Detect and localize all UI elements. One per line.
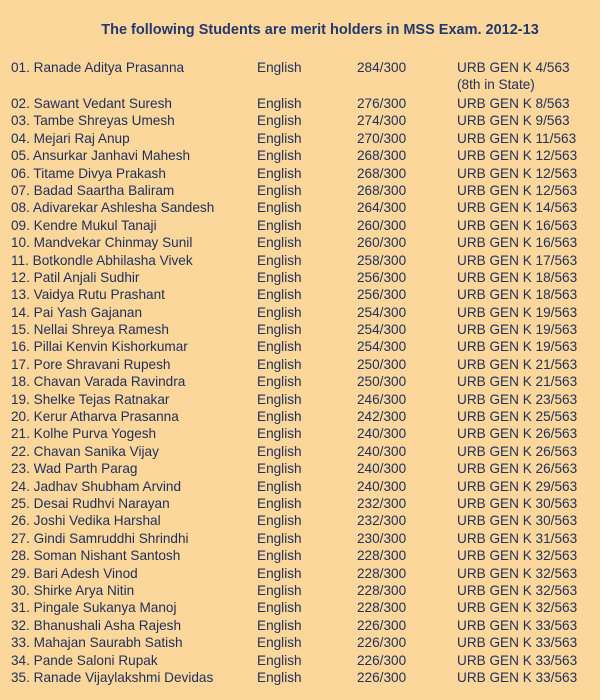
page-title: The following Students are merit holders in MSS Exam. 2012-13 [101, 22, 539, 38]
student-rank: URB GEN K 26/563 [457, 426, 578, 442]
student-medium: English [257, 217, 302, 233]
student-medium: English [257, 200, 302, 216]
student-medium: English [257, 165, 302, 181]
student-row [0, 443, 600, 460]
student-name: 25. Desai Rudhvi Narayan [11, 495, 170, 511]
student-name: 24. Jadhav Shubham Arvind [11, 478, 182, 494]
student-name: 01. Ranade Aditya Prasanna [11, 60, 185, 75]
student-medium: English [257, 478, 302, 494]
student-score: 270/300 [357, 130, 407, 146]
student-rank: URB GEN K 25/563 [457, 409, 578, 425]
student-medium: English [257, 182, 302, 198]
student-rank: URB GEN K 33/563 [457, 617, 578, 633]
student-rank: URB GEN K 30/563 [457, 513, 578, 529]
student-medium: English [257, 669, 302, 685]
student-rank: URB GEN K 33/563 [457, 669, 578, 685]
student-medium: English [257, 461, 302, 477]
student-rank: URB GEN K 18/563 [457, 269, 578, 285]
student-score: 228/300 [357, 565, 407, 581]
student-row [0, 252, 600, 269]
student-name: 31. Pingale Sukanya Manoj [11, 600, 177, 616]
student-row [0, 286, 600, 303]
student-medium: English [257, 652, 302, 668]
student-medium: English [257, 339, 302, 355]
student-name: 17. Pore Shravani Rupesh [11, 356, 171, 372]
student-score: 226/300 [357, 669, 407, 685]
student-score: 254/300 [357, 322, 407, 338]
student-score: 264/300 [357, 200, 407, 216]
student-rank: URB GEN K 23/563 [457, 391, 578, 407]
student-rank: URB GEN K 21/563 [457, 374, 578, 390]
student-name: 33. Mahajan Saurabh Satish [11, 635, 183, 651]
student-rank: URB GEN K 33/563 [457, 635, 578, 651]
student-medium: English [257, 287, 302, 303]
student-row [0, 356, 600, 373]
student-row [0, 512, 600, 529]
student-medium: English [257, 495, 302, 511]
student-name: 16. Pillai Kenvin Kishorkumar [11, 339, 188, 355]
student-medium: English [257, 374, 302, 390]
student-score: 274/300 [357, 113, 407, 129]
student-name: 04. Mejari Raj Anup [11, 130, 130, 146]
student-score: 254/300 [357, 304, 407, 320]
student-row [0, 182, 600, 199]
student-rank: URB GEN K 32/563 [457, 582, 578, 598]
student-medium: English [257, 113, 302, 129]
student-medium: English [257, 635, 302, 651]
student-row [0, 617, 600, 634]
student-row [0, 530, 600, 547]
student-rank: URB GEN K 32/563 [457, 600, 578, 616]
student-score: 228/300 [357, 600, 407, 616]
student-name: 26. Joshi Vedika Harshal [11, 513, 161, 529]
student-name: 27. Gindi Samruddhi Shrindhi [11, 530, 189, 546]
student-name: 06. Titame Divya Prakash [11, 165, 166, 181]
student-row [0, 652, 600, 669]
student-score: 226/300 [357, 617, 407, 633]
student-medium: English [257, 513, 302, 529]
student-name: 35. Ranade Vijaylakshmi Devidas [11, 669, 214, 685]
student-medium: English [257, 426, 302, 442]
student-row [0, 165, 600, 182]
student-score: 246/300 [357, 391, 407, 407]
student-score: 250/300 [357, 356, 407, 372]
student-name: 21. Kolhe Purva Yogesh [11, 426, 157, 442]
student-rank: URB GEN K 32/563 [457, 548, 578, 564]
student-rank: URB GEN K 19/563 [457, 322, 578, 338]
student-medium: English [257, 96, 302, 111]
student-rank: URB GEN K 26/563 [457, 443, 578, 459]
student-score: 240/300 [357, 426, 407, 442]
student-medium: English [257, 548, 302, 564]
student-row [0, 460, 600, 477]
student-name: 15. Nellai Shreya Ramesh [11, 322, 169, 338]
student-name: 32. Bhanushali Asha Rajesh [11, 617, 182, 633]
student-name: 29. Bari Adesh Vinod [11, 565, 138, 581]
student-rank: URB GEN K 19/563 [457, 304, 578, 320]
student-score: 268/300 [357, 182, 407, 198]
student-rank: URB GEN K 18/563 [457, 287, 578, 303]
student-name: 14. Pai Yash Gajanan [11, 304, 142, 320]
state-rank-note: (8th in State) [457, 77, 535, 92]
student-rank: URB GEN K 26/563 [457, 461, 578, 477]
student-score: 242/300 [357, 409, 407, 425]
student-row [0, 495, 600, 512]
student-medium: English [257, 443, 302, 459]
student-name: 10. Mandvekar Chinmay Sunil [11, 235, 193, 251]
student-rank: URB GEN K 33/563 [457, 652, 578, 668]
student-medium: English [257, 356, 302, 372]
student-medium: English [257, 252, 302, 268]
student-rank: URB GEN K 29/563 [457, 478, 578, 494]
student-row [0, 130, 600, 147]
student-row [0, 269, 600, 286]
student-score: 284/300 [357, 60, 407, 75]
student-row [0, 112, 600, 129]
student-medium: English [257, 235, 302, 251]
student-score: 268/300 [357, 148, 407, 164]
student-medium: English [257, 582, 302, 598]
student-row [0, 582, 600, 599]
student-rank: URB GEN K 30/563 [457, 495, 578, 511]
student-medium: English [257, 269, 302, 285]
student-rank: URB GEN K 11/563 [457, 130, 577, 146]
student-name: 23. Wad Parth Parag [11, 461, 138, 477]
student-rank: URB GEN K 12/563 [457, 148, 578, 164]
student-score: 240/300 [357, 461, 407, 477]
student-name: 09. Kendre Mukul Tanaji [11, 217, 157, 233]
student-medium: English [257, 565, 302, 581]
student-medium: English [257, 600, 302, 616]
student-rank: URB GEN K 31/563 [457, 530, 578, 546]
student-medium: English [257, 391, 302, 407]
student-name: 22. Chavan Sanika Vijay [11, 443, 159, 459]
student-name: 05. Ansurkar Janhavi Mahesh [11, 148, 191, 164]
student-name: 20. Kerur Atharva Prasanna [11, 409, 179, 425]
student-rank: URB GEN K 32/563 [457, 565, 578, 581]
student-score: 230/300 [357, 530, 407, 546]
student-row [0, 373, 600, 390]
student-rank: URB GEN K 21/563 [457, 356, 578, 372]
student-score: 260/300 [357, 235, 407, 251]
student-score: 240/300 [357, 443, 407, 459]
student-medium: English [257, 322, 302, 338]
student-name: 07. Badad Saartha Baliram [11, 182, 175, 198]
student-rank: URB GEN K 17/563 [457, 252, 578, 268]
student-row [0, 95, 600, 112]
student-score: 232/300 [357, 513, 407, 529]
student-name: 34. Pande Saloni Rupak [11, 652, 158, 668]
student-row [0, 321, 600, 338]
student-row [0, 59, 600, 95]
student-score: 276/300 [357, 96, 407, 111]
student-row [0, 599, 600, 616]
student-score: 240/300 [357, 478, 407, 494]
student-score: 258/300 [357, 252, 407, 268]
student-rank: URB GEN K 14/563 [457, 200, 578, 216]
student-score: 226/300 [357, 652, 407, 668]
student-score: 268/300 [357, 165, 407, 181]
student-rank: URB GEN K 12/563 [457, 182, 578, 198]
student-name: 03. Tambe Shreyas Umesh [11, 113, 175, 129]
student-score: 256/300 [357, 287, 407, 303]
student-score: 256/300 [357, 269, 407, 285]
student-rank: URB GEN K 19/563 [457, 339, 578, 355]
student-row [0, 199, 600, 216]
student-medium: English [257, 617, 302, 633]
student-score: 226/300 [357, 635, 407, 651]
student-medium: English [257, 148, 302, 164]
student-name: 12. Patil Anjali Sudhir [11, 269, 140, 285]
student-name: 30. Shirke Arya Nitin [11, 582, 135, 598]
student-name: 08. Adivarekar Ashlesha Sandesh [11, 200, 215, 216]
student-row [0, 634, 600, 651]
student-name: 19. Shelke Tejas Ratnakar [11, 391, 170, 407]
student-row [0, 147, 600, 164]
student-row [0, 565, 600, 582]
student-row [0, 304, 600, 321]
student-name: 02. Sawant Vedant Suresh [11, 96, 172, 111]
student-medium: English [257, 409, 302, 425]
student-row [0, 408, 600, 425]
student-score: 228/300 [357, 582, 407, 598]
student-rank: URB GEN K 9/563 [457, 113, 570, 129]
student-rank: URB GEN K 12/563 [457, 165, 578, 181]
student-row [0, 338, 600, 355]
student-rank: URB GEN K 16/563 [457, 217, 578, 233]
student-row [0, 547, 600, 564]
student-row [0, 391, 600, 408]
student-score: 254/300 [357, 339, 407, 355]
student-medium: English [257, 304, 302, 320]
student-row [0, 234, 600, 251]
student-name: 11. Botkondle Abhilasha Vivek [11, 252, 193, 268]
student-medium: English [257, 60, 302, 75]
student-rank: URB GEN K 8/563 [457, 96, 570, 111]
student-medium: English [257, 130, 302, 146]
student-row [0, 217, 600, 234]
student-score: 228/300 [357, 548, 407, 564]
student-rank: URB GEN K 4/563 [457, 60, 570, 75]
student-score: 250/300 [357, 374, 407, 390]
student-score: 260/300 [357, 217, 407, 233]
student-name: 18. Chavan Varada Ravindra [11, 374, 186, 390]
student-row [0, 669, 600, 686]
student-rank: URB GEN K 16/563 [457, 235, 578, 251]
student-row [0, 425, 600, 442]
student-row [0, 478, 600, 495]
student-score: 232/300 [357, 495, 407, 511]
merit-list [0, 59, 600, 686]
student-medium: English [257, 530, 302, 546]
student-name: 28. Soman Nishant Santosh [11, 548, 181, 564]
student-name: 13. Vaidya Rutu Prashant [11, 287, 165, 303]
